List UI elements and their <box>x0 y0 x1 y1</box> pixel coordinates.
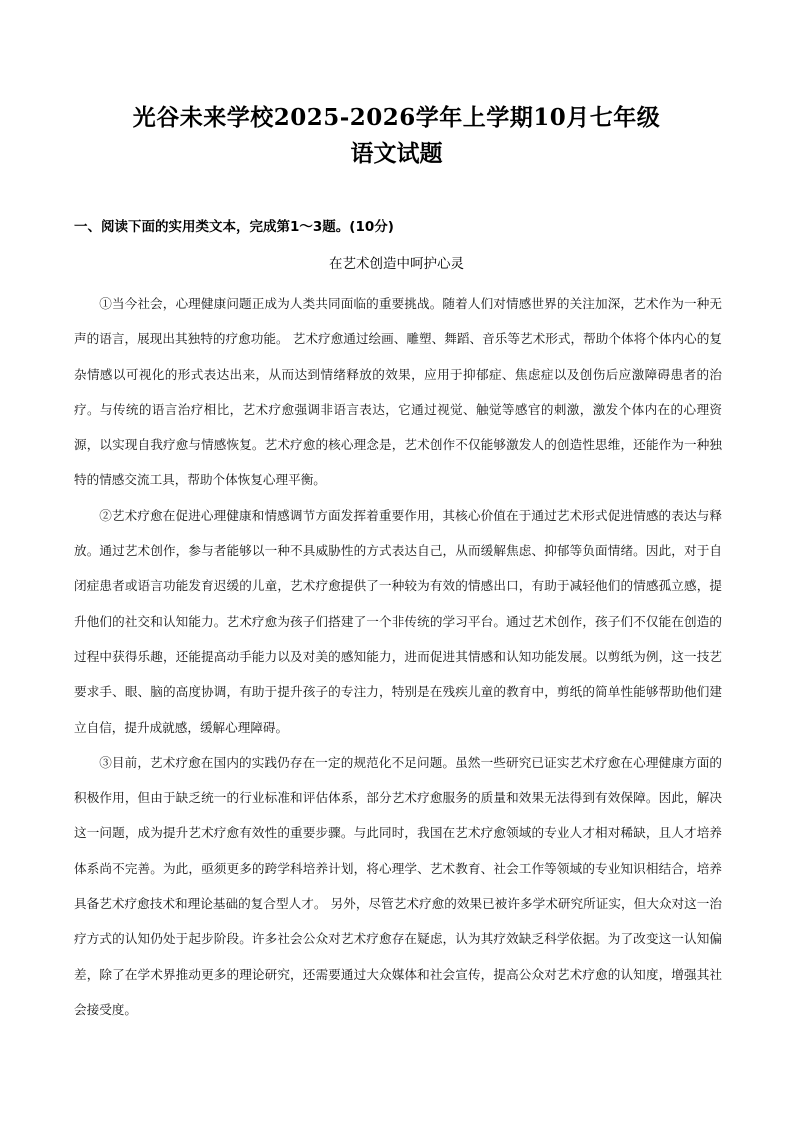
paragraph-1: ①当今社会，心理健康问题正成为人类共同面临的重要挑战。随着人们对情感世界的关注加深，艺术作为一种无声的语言，展现出其独特的疗愈功能。 艺术疗愈通过绘画、雕塑、舞蹈、音乐等艺术形式，帮助个体将个体内心的复杂情感以可视化的形式表达出来，从而达到情绪释放的效果，应用于抑郁症、焦虑症以及创伤后应激障碍患者的治疗。与传统的语言治疗相比，艺术疗愈强调非语言表达，它通过视觉、触觉等感官的刺激，激发个体内在的心理资源，以实现自我疗愈与情感恢复。艺术疗愈的核心理念是，艺术创作不仅能够激发人的创造性思维，还能作为一种独特的情感交流工具，帮助个体恢复心理平衡。 <box>74 296 722 488</box>
paragraph-2: ②艺术疗愈在促进心理健康和情感调节方面发挥着重要作用，其核心价值在于通过艺术形式促进情感的表达与释放。通过艺术创作，参与者能够以一种不具威胁性的方式表达自己，从而缓解焦虑、抑郁等负面情绪。因此，对于自闭症患者或语言功能发育迟缓的儿童，艺术疗愈提供了一种较为有效的情感出口，有助于减轻他们的情感孤立感，提升他们的社交和认知能力。艺术疗愈为孩子们搭建了一个非传统的学习平台。通过艺术创作，孩子们不仅能在创造的过程中获得乐趣，还能提高动手能力以及对美的感知能力，进而促进其情感和认知功能发展。以剪纸为例，这一技艺要求手、眼、脑的高度协调，有助于提升孩子的专注力，特别是在残疾儿童的教育中，剪纸的简单性能够帮助他们建立自信，提升成就感，缓解心理障碍。 <box>74 507 722 735</box>
section-heading: 一、阅读下面的实用类文本，完成第1～3题。(10分) <box>74 219 394 235</box>
article-body <box>74 286 722 1027</box>
exam-subject-title: 语文试题 <box>350 140 443 167</box>
article-title: 在艺术创造中呵护心灵 <box>329 256 464 272</box>
exam-title: 光谷未来学校2025-2026学年上学期10月七年级 <box>132 104 661 131</box>
paragraph-3: ③目前，艺术疗愈在国内的实践仍存在一定的规范化不足问题。虽然一些研究已证实艺术疗愈在心理健康方面的积极作用，但由于缺乏统一的行业标准和评估体系，部分艺术疗愈服务的质量和效果无法得到有效保障。因此，解决这一问题，成为提升艺术疗愈有效性的重要步骤。与此同时，我国在艺术疗愈领域的专业人才相对稀缺，且人才培养体系尚不完善。为此，亟须更多的跨学科培养计划，将心理学、艺术教育、社会工作等领域的专业知识相结合，培养具备艺术疗愈技术和理论基础的复合型人才。 另外，尽管艺术疗愈的效果已被许多学术研究所证实，但大众对这一治疗方式的认知仍处于起步阶段。许多社会公众对艺术疗愈存在疑虑，认为其疗效缺乏科学依据。为了改变这一认知偏差，除了在学术界推动更多的理论研究，还需要通过大众媒体和社会宣传，提高公众对艺术疗愈的认知度，增强其社会接受度。 <box>74 754 722 1017</box>
